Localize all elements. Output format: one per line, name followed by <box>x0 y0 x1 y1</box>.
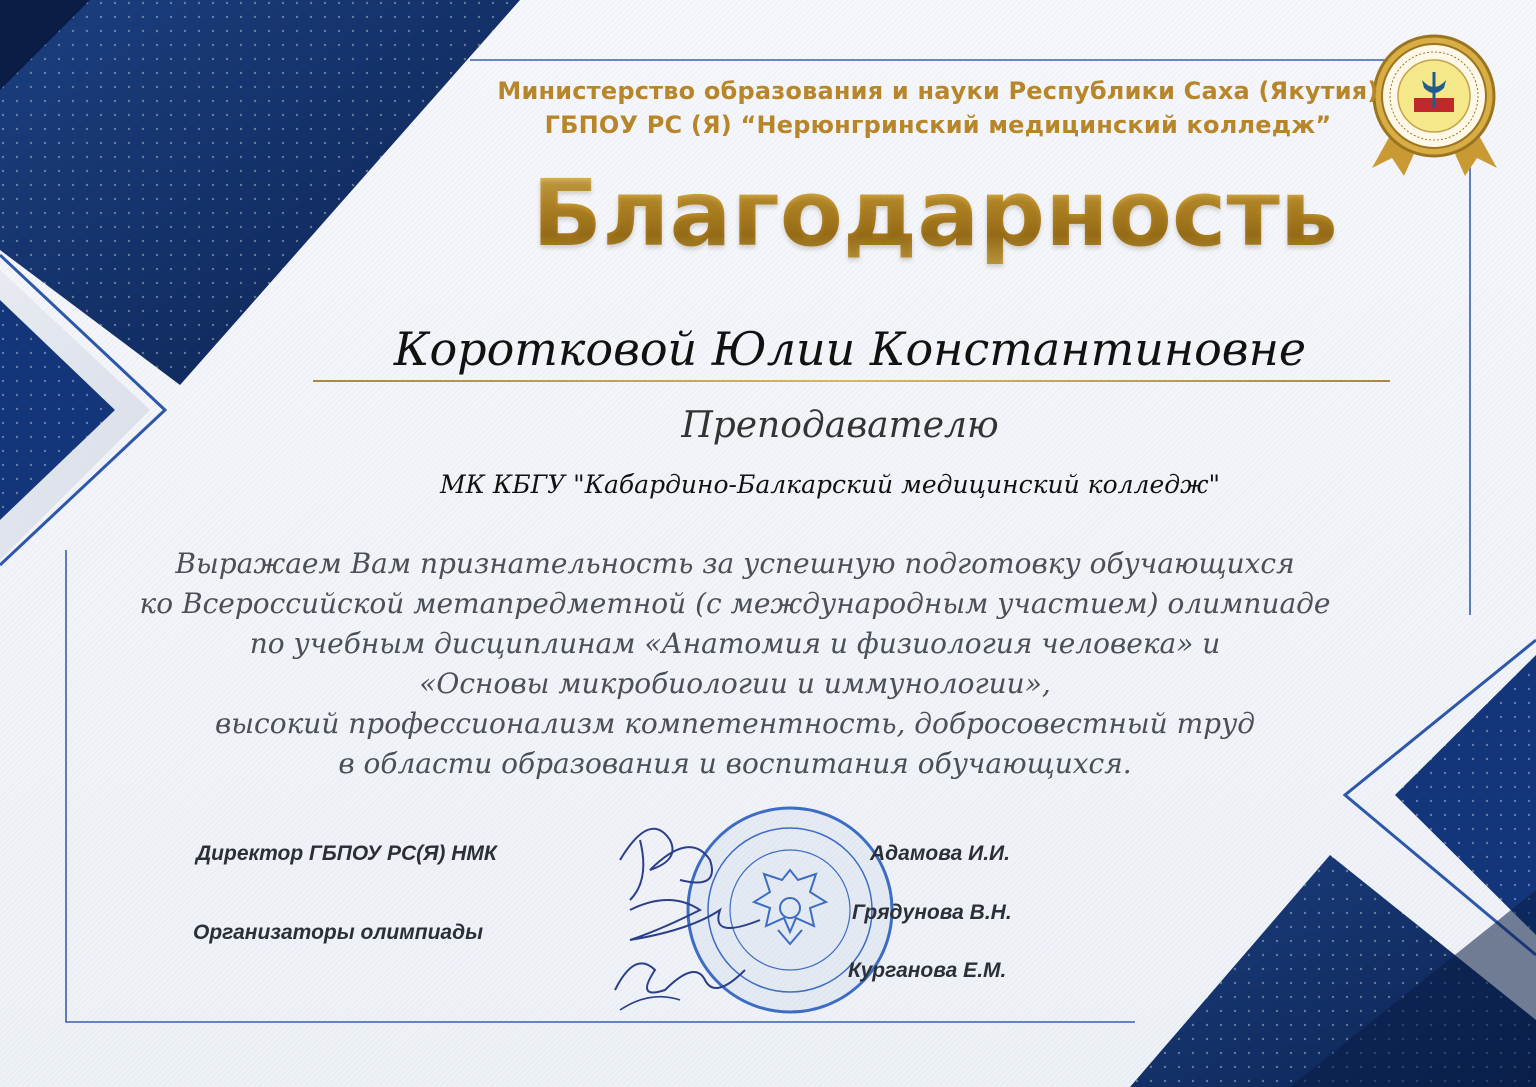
director-label: Директор ГБПОУ РС(Я) НМК <box>196 842 497 865</box>
certificate-title: Благодарность <box>500 160 1370 267</box>
recipient-name: Коротковой Юлии Константиновне <box>393 322 1307 376</box>
body-line: ко Всероссийской метапредметной (с международным участием) олимпиаде <box>139 587 1331 620</box>
body-line: по учебным дисциплинам «Анатомия и физиология человека» и <box>249 627 1221 660</box>
body-line: «Основы микробиологии и иммунологии», <box>419 667 1051 700</box>
recipient-role: Преподавателю <box>681 405 999 446</box>
signer-name: Курганова Е.М. <box>848 959 1007 982</box>
body-line: Выражаем Вам признательность за успешную подготовку обучающихся <box>175 547 1295 580</box>
signer-name: Адамова И.И. <box>870 842 1010 865</box>
organizers-label: Организаторы олимпиады <box>193 921 484 944</box>
body-line: высокий профессионализм компетентность, добросовестный труд <box>214 707 1256 740</box>
gratitude-text <box>90 544 1380 784</box>
college-line: ГБПОУ РС (Я) “Нерюнгринский медицинский колледж” <box>544 111 1332 139</box>
signer-name: Грядунова В.Н. <box>852 901 1012 924</box>
body-line: в области образования и воспитания обучающихся. <box>338 747 1132 780</box>
recipient-organization: МК КБГУ "Кабардино-Балкарский медицинский колледж" <box>439 470 1221 499</box>
recipient-underline <box>313 380 1390 382</box>
ministry-line: Министерство образования и науки Республики Саха (Якутия) <box>497 77 1379 105</box>
